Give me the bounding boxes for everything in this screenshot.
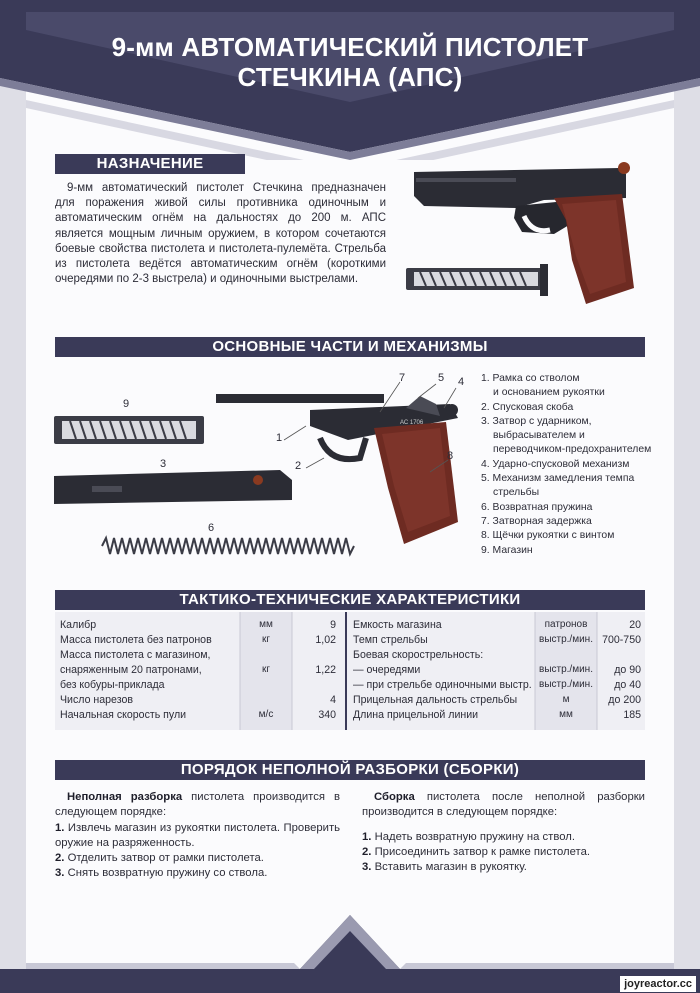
spec-unit: патронов [544, 619, 588, 630]
assembly-right-title: Сборка [374, 791, 415, 803]
spec-label: Прицельная дальность стрельбы [353, 694, 518, 706]
spec-label: Темп стрельбы [353, 634, 428, 646]
step-text: Надеть возвратную пружину на ствол. [374, 830, 575, 843]
spec-unit: кг [261, 634, 271, 645]
parts-list-item: 7. Затворная задержка [481, 515, 592, 527]
spec-value: 340 [318, 709, 336, 721]
spec-value: до 200 [608, 694, 641, 706]
parts-list-item: и основанием рукоятки [493, 387, 605, 399]
spec-label: Длина прицельной линии [353, 709, 479, 721]
spec-unit: мм [259, 619, 273, 630]
spec-value: 700-750 [602, 634, 641, 646]
spec-unit: мм [559, 709, 573, 720]
pistol-photo-illustration [404, 160, 644, 310]
disassembly-left-intro: пистолета производится в следующем порядке: [55, 791, 340, 819]
purpose-heading: НАЗНАЧЕНИЕ [55, 154, 245, 174]
spec-label: Боевая скорострельность: [353, 649, 484, 661]
purpose-text: 9-мм автоматический пистолет Стечкина предназначен для поражения живой силы противника одиночным и автоматическим огнём на дальностях до 200 м. АПС является мощным личным оружием, в котором сочетаются боевые свойства пистолета и пистолета-пулемёта. Стрельба из пистолета ведётся автоматическим огнём (короткими очередями по 2-3 выстрела) и одиночными выстрелами. [55, 182, 386, 286]
step-text: Вставить магазин в рукоятку. [374, 861, 527, 874]
spec-value: 185 [623, 709, 641, 721]
slide-marking: АС 1706 [400, 420, 424, 426]
step-text: Снять возвратную пружину со ствола. [67, 867, 268, 880]
parts-list-item: 4. Ударно-спусковой механизм [481, 458, 630, 470]
callout-4: 4 [458, 376, 465, 388]
specs-heading: ТАКТИКО-ТЕХНИЧЕСКИЕ ХАРАКТЕРИСТИКИ [55, 590, 645, 610]
spec-value: 20 [629, 619, 641, 631]
spec-label: снаряженным 20 патронами, [60, 664, 202, 676]
parts-list-item: 3. Затвор с ударником, [481, 415, 592, 427]
parts-list-item: стрельбы [493, 487, 540, 499]
spec-unit: м/с [258, 709, 274, 720]
parts-list [481, 372, 651, 558]
spec-value: 1,22 [315, 664, 336, 676]
spec-unit: выстр./мин. [539, 634, 593, 645]
parts-list-item: 2. Спусковая скоба [481, 401, 574, 413]
step-number: 3. [55, 867, 65, 880]
watermark: joyreactor.cc [620, 976, 696, 992]
step-number: 1. [362, 830, 372, 843]
step-number: 2. [55, 852, 65, 865]
spec-value: 4 [330, 694, 336, 706]
disassembly-heading: ПОРЯДОК НЕПОЛНОЙ РАЗБОРКИ (СБОРКИ) [55, 760, 645, 780]
spec-unit: выстр./мин. [539, 664, 593, 675]
spec-unit: кг [261, 664, 271, 675]
step-text: Отделить затвор от рамки пистолета. [67, 852, 264, 865]
callout-1: 1 [276, 432, 283, 444]
parts-list-item: 8. Щёчки рукоятки с винтом [481, 530, 615, 542]
spec-value: 1,02 [315, 634, 336, 646]
disassembled-parts-illustration [48, 368, 478, 568]
step-text: Присоединить затвор к рамке пистолета. [374, 845, 591, 858]
step-number: 2. [362, 845, 372, 858]
parts-list-item: переводчиком-предохранителем [493, 444, 652, 456]
callout-7: 7 [399, 372, 406, 384]
poster-title [0, 32, 700, 92]
callout-6: 6 [208, 522, 215, 534]
spec-label: Масса пистолета с магазином, [60, 649, 211, 661]
spec-label: Масса пистолета без патронов [60, 634, 212, 646]
title-line-1: 9-мм АВТОМАТИЧЕСКИЙ ПИСТОЛЕТ [111, 32, 589, 62]
spec-label: Калибр [60, 619, 97, 631]
assembly-right-column [362, 790, 645, 875]
disassembly-left-column [55, 790, 340, 882]
parts-list-item: выбрасывателем и [493, 430, 585, 442]
spec-value: 9 [330, 619, 336, 631]
callout-9: 9 [123, 398, 130, 410]
spec-unit: м [562, 694, 570, 705]
step-number: 3. [362, 861, 372, 874]
specs-table [55, 612, 645, 730]
assembly-right-intro: пистолета после неполной разборки производится в следующем порядке: [362, 791, 645, 819]
footer-chevron-graphic [0, 903, 700, 993]
spec-label: — при стрельбе одиночными выстр. [353, 679, 532, 691]
callout-2: 2 [295, 460, 302, 472]
title-line-2: СТЕЧКИНА (АПС) [237, 62, 463, 92]
parts-heading: ОСНОВНЫЕ ЧАСТИ И МЕХАНИЗМЫ [55, 337, 645, 357]
step-number: 1. [55, 821, 65, 834]
spec-label: Емкость магазина [353, 619, 442, 631]
callout-5: 5 [438, 372, 445, 384]
spec-label: Число нарезов [60, 694, 133, 706]
spec-label: Начальная скорость пули [60, 709, 187, 721]
step-text: Извлечь магазин из рукоятки пистолета. Проверить оружие на разряженность. [55, 821, 341, 849]
spec-label: — очередями [353, 664, 421, 676]
parts-list-item: 1. Рамка со стволом [481, 373, 580, 384]
callout-8: 8 [447, 450, 454, 462]
spec-unit: выстр./мин. [539, 679, 593, 690]
spec-value: до 90 [614, 664, 641, 676]
parts-list-item: 6. Возвратная пружина [481, 501, 593, 513]
spec-label: без кобуры-приклада [60, 679, 165, 691]
disassembly-left-title: Неполная разборка [67, 791, 183, 803]
spec-value: до 40 [614, 679, 641, 691]
parts-list-item: 5. Механизм замедления темпа [481, 473, 635, 485]
parts-list-item: 9. Магазин [481, 544, 533, 556]
callout-3: 3 [160, 458, 167, 470]
